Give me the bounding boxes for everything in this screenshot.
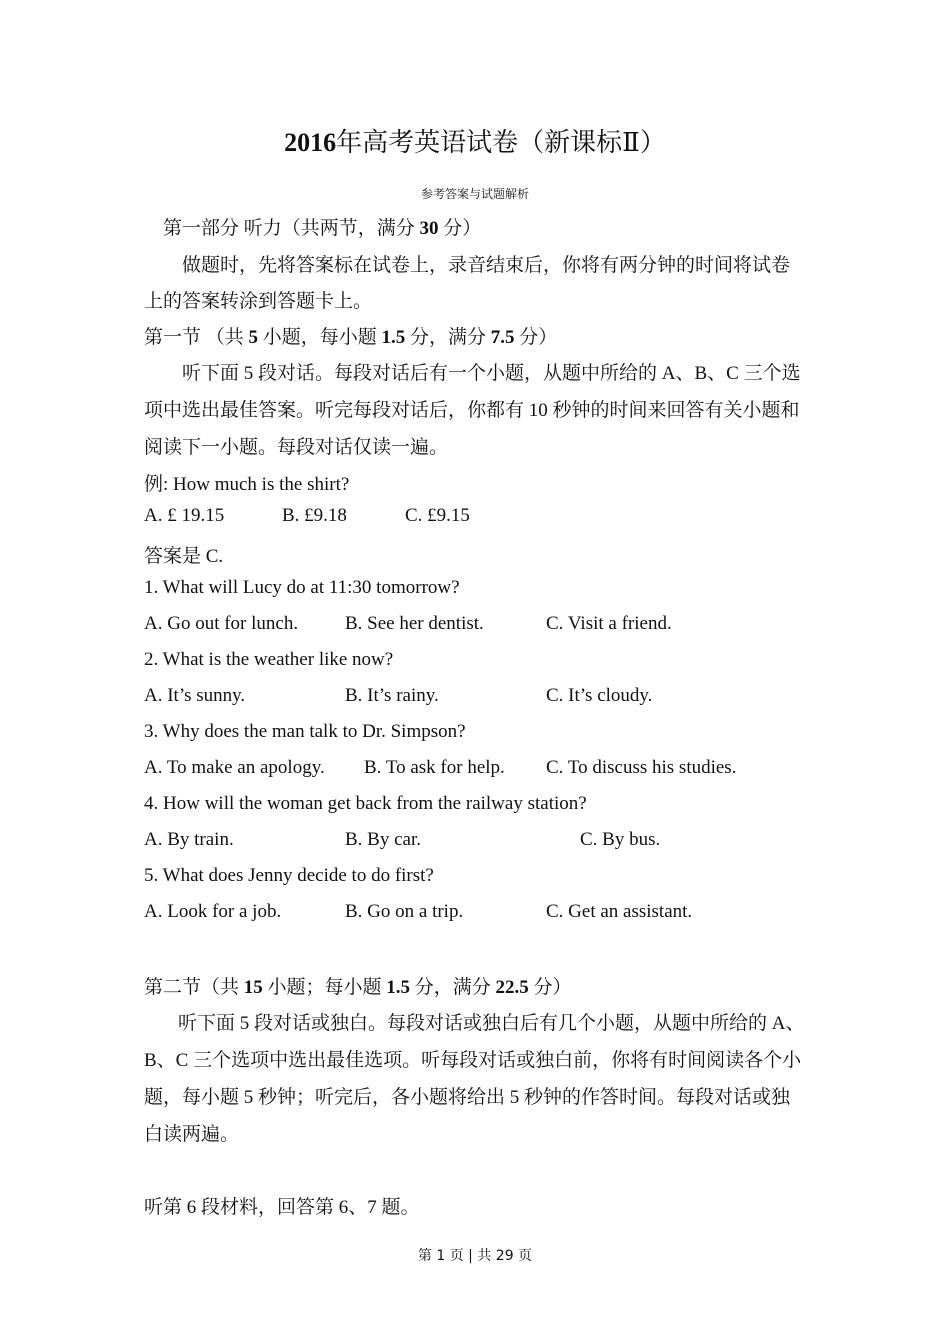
q1-option-b: B. See her dentist. xyxy=(345,613,484,634)
part1-pre: 第一部分 听力（共两节，满分 xyxy=(163,218,420,239)
example-option-c: C. £9.15 xyxy=(405,505,470,526)
sec1-instr-line: 听下面 5 段对话。每段对话后有一个小题，从题中所给的 A、B、C 三个选 xyxy=(182,363,801,384)
sec2-instr-line: 白读两遍。 xyxy=(144,1124,240,1145)
q1-option-a: A. Go out for lunch. xyxy=(144,613,299,634)
q1-option-c: C. Visit a friend. xyxy=(546,613,672,634)
example-question: 例: How much is the shirt? xyxy=(144,474,350,495)
part1-score: 30 xyxy=(419,218,439,239)
q3-option-b: B. To ask for help. xyxy=(364,757,505,778)
s2-n: 15 xyxy=(243,977,263,998)
q4-option-a: A. By train. xyxy=(144,829,234,850)
q2-option-a: A. It’s sunny. xyxy=(144,685,246,706)
section2-heading xyxy=(144,972,572,999)
s1-p1: 第一节 （共 xyxy=(144,327,249,348)
q2-option-c: C. It’s cloudy. xyxy=(546,685,653,706)
intro-line-1: 做题时，先将答案标在试卷上，录音结束后，你将有两分钟的时间将试卷 xyxy=(182,255,791,276)
subtitle: 参考答案与试题解析 xyxy=(420,187,529,201)
s2-p1: 第二节（共 xyxy=(144,977,244,998)
q4-option-c: C. By bus. xyxy=(580,829,661,850)
q5-option-a: A. Look for a job. xyxy=(144,901,282,922)
q4-option-b: B. By car. xyxy=(345,829,421,850)
page-footer: 第 1 页 | 共 29 页 xyxy=(417,1248,533,1264)
part1-post: 分） xyxy=(438,218,482,239)
part1-heading xyxy=(163,213,481,240)
example-option-b: B. £9.18 xyxy=(282,505,347,526)
question-5: 5. What does Jenny decide to do first? xyxy=(144,865,434,886)
section1-heading xyxy=(144,322,557,349)
page-title xyxy=(0,122,950,159)
s1-total: 7.5 xyxy=(490,327,515,348)
s1-each: 1.5 xyxy=(381,327,406,348)
sec2-instr-line: B、C 三个选项中选出最佳选项。听每段对话或独白前，你将有时间阅读各个小 xyxy=(144,1050,802,1071)
sec2-instr-line: 听下面 5 段对话或独白。每段对话或独白后有几个小题，从题中所给的 A、 xyxy=(178,1013,805,1034)
q2-option-b: B. It’s rainy. xyxy=(345,685,439,706)
s1-n: 5 xyxy=(248,327,259,348)
question-3: 3. Why does the man talk to Dr. Simpson? xyxy=(144,721,466,742)
q3-option-c: C. To discuss his studies. xyxy=(546,757,737,778)
q5-option-b: B. Go on a trip. xyxy=(345,901,464,922)
example-option-a: A. £ 19.15 xyxy=(144,505,225,526)
question-4: 4. How will the woman get back from the railway station? xyxy=(144,793,587,814)
s1-p2: 小题，每小题 xyxy=(258,327,382,348)
q5-option-c: C. Get an assistant. xyxy=(546,901,693,922)
title-text: 年高考英语试卷（新课标Ⅱ） xyxy=(336,128,666,157)
title-year: 2016 xyxy=(284,128,337,157)
intro-line-2: 上的答案转涂到答题卡上。 xyxy=(144,291,373,312)
question-1: 1. What will Lucy do at 11:30 tomorrow? xyxy=(144,577,460,598)
example-answer: 答案是 C. xyxy=(144,546,224,567)
material-6-heading: 听第 6 段材料，回答第 6、7 题。 xyxy=(144,1197,420,1218)
s1-p4: 分） xyxy=(514,327,558,348)
question-2: 2. What is the weather like now? xyxy=(144,649,394,670)
s2-total: 22.5 xyxy=(495,977,529,998)
sec2-instr-line: 题，每小题 5 秒钟；听完后，各小题将给出 5 秒钟的作答时间。每段对话或独 xyxy=(144,1087,791,1108)
s1-p3: 分，满分 xyxy=(405,327,491,348)
q3-option-a: A. To make an apology. xyxy=(144,757,325,778)
s2-p4: 分） xyxy=(528,977,572,998)
sec1-instr-line: 项中选出最佳答案。听完每段对话后，你都有 10 秒钟的时间来回答有关小题和 xyxy=(144,400,800,421)
s2-each: 1.5 xyxy=(386,977,411,998)
s2-p3: 分，满分 xyxy=(410,977,496,998)
s2-p2: 小题；每小题 xyxy=(262,977,387,998)
sec1-instr-line: 阅读下一小题。每段对话仅读一遍。 xyxy=(144,437,449,458)
